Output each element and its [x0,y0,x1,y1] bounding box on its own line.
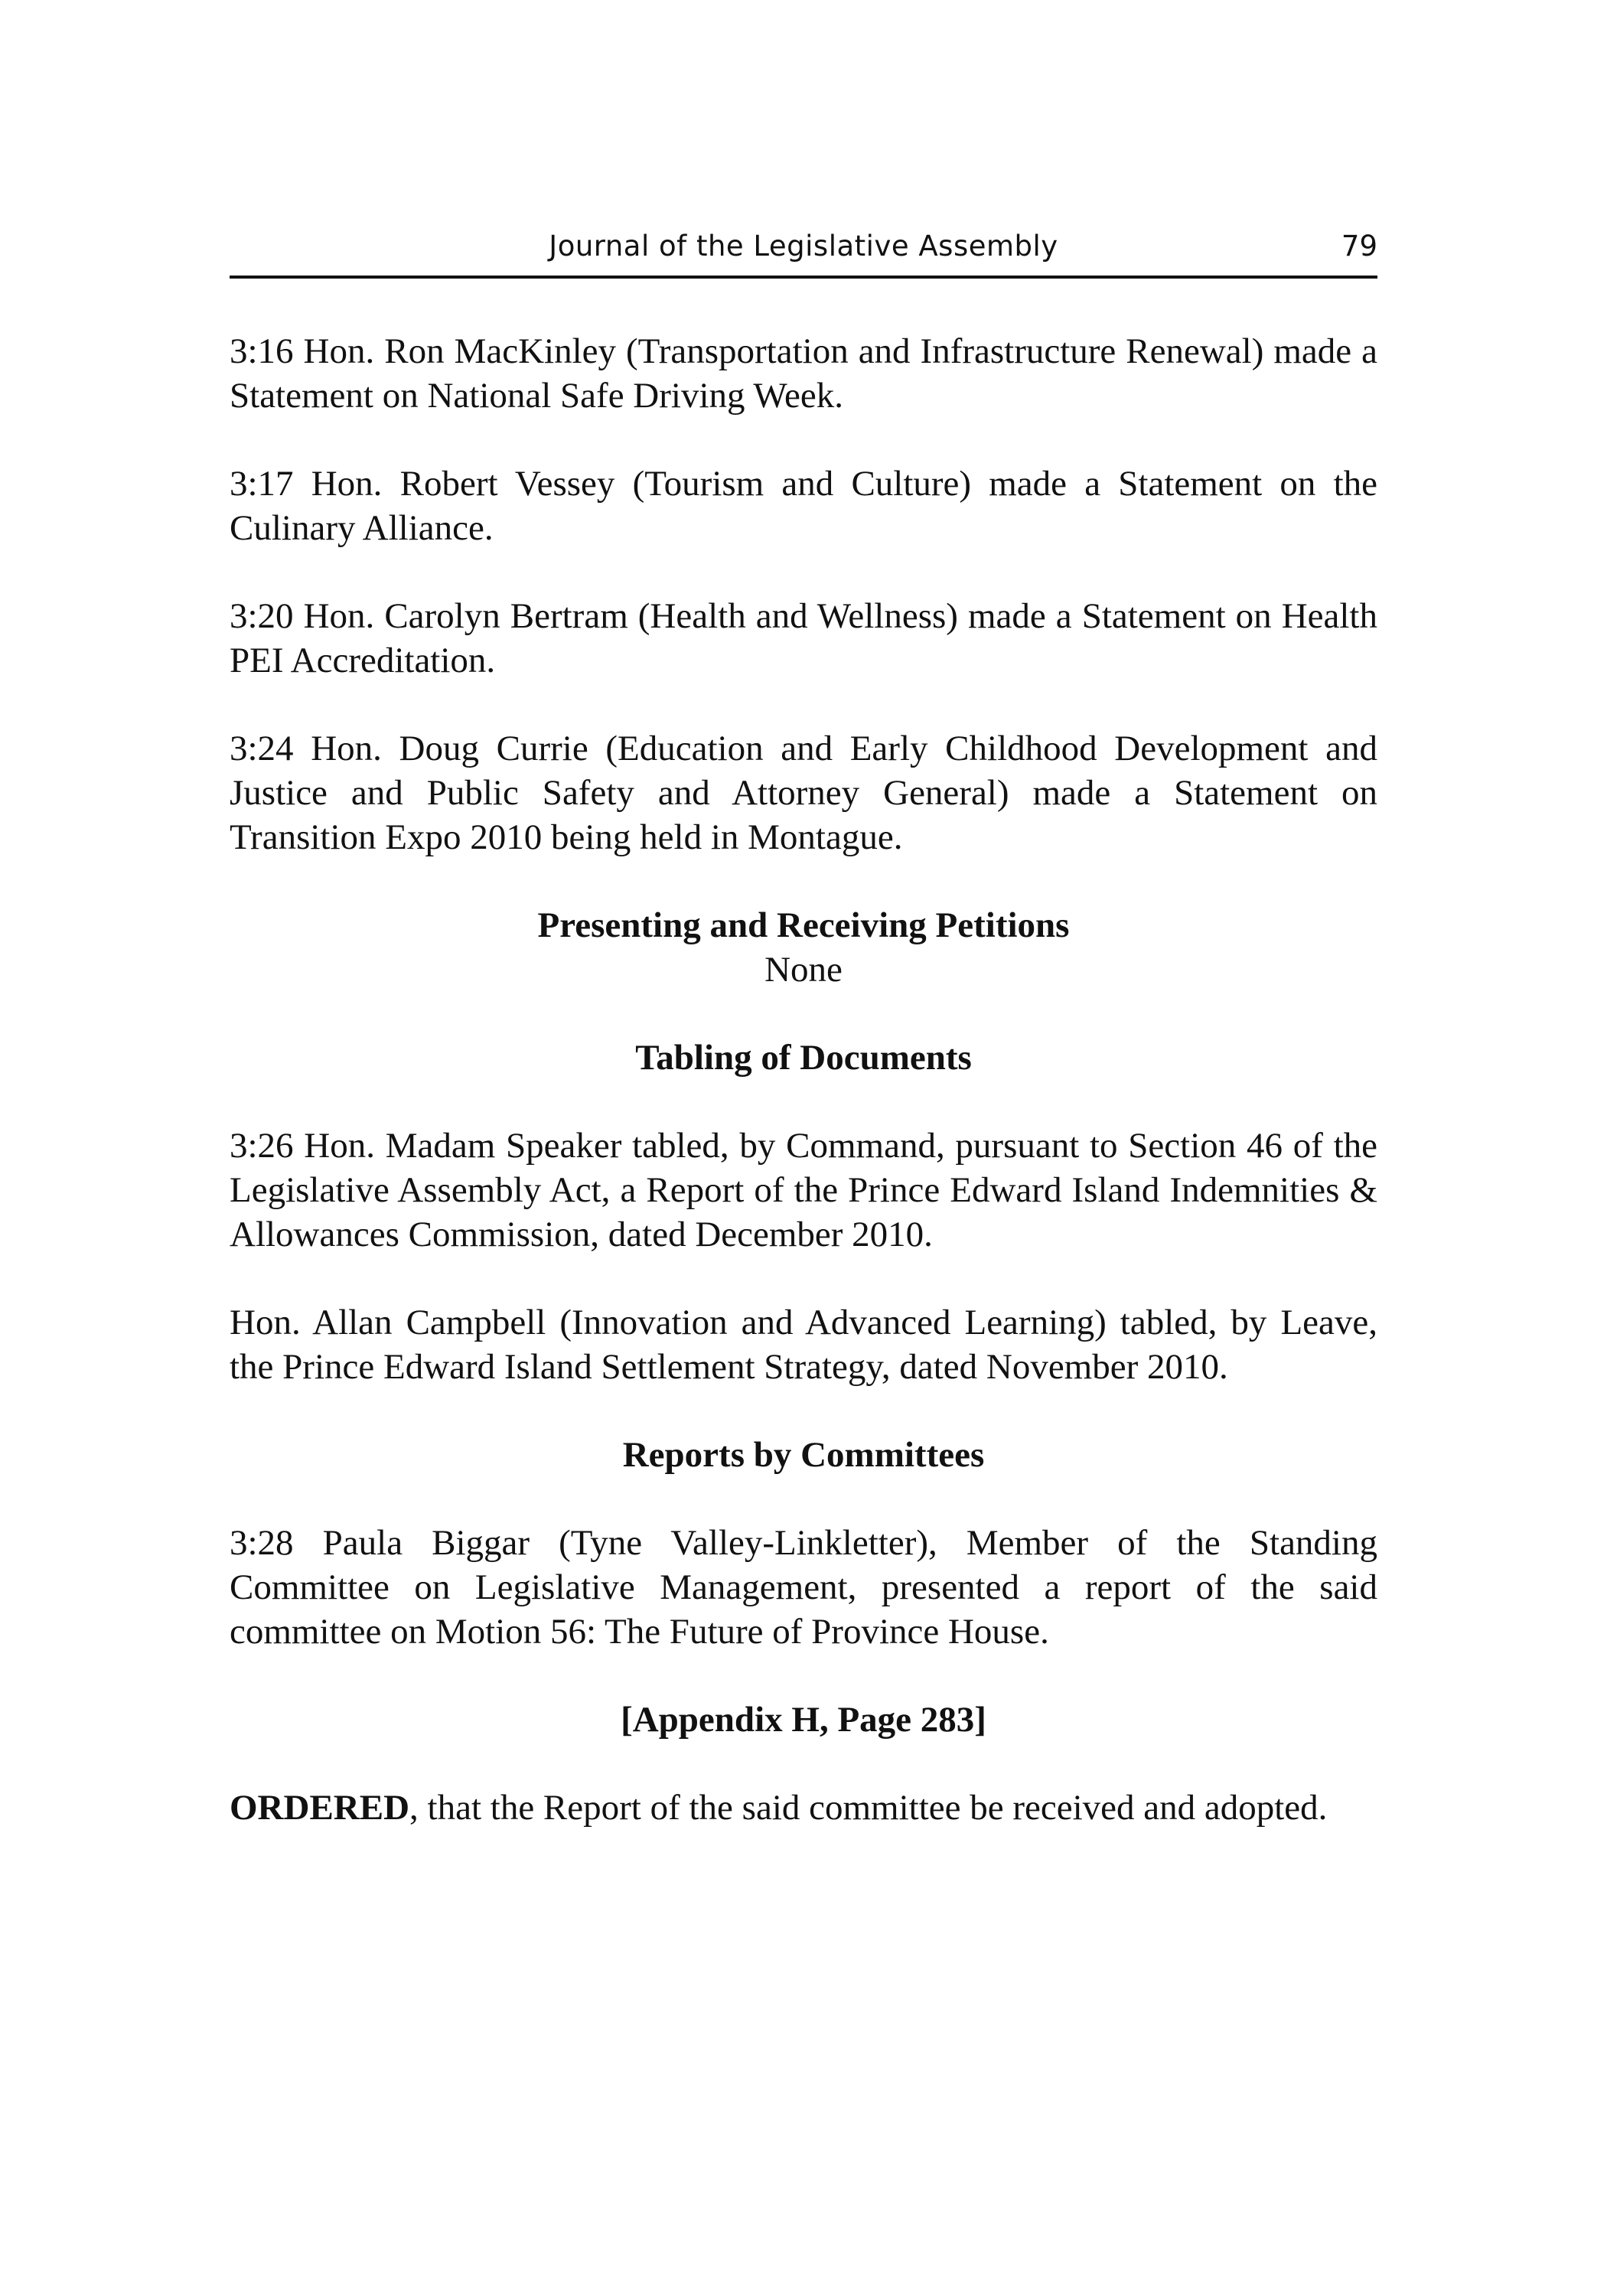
running-head: Journal of the Legislative Assembly [549,230,1058,263]
page-body [230,329,1377,1874]
section-heading-petitions: Presenting and Receiving Petitions [537,905,1070,945]
ordered-lead: ORDERED [230,1788,410,1828]
page-number: 79 [1341,230,1377,263]
committee-report-paragraph: 3:28 Paula Biggar (Tyne Valley-Linkletter), Member of the Standing Committee on Legislative Management, presented a report of the said committee on Motion 56: The Future of Province House. [230,1523,1377,1652]
appendix-reference: [Appendix H, Page 283] [621,1700,986,1740]
statement-paragraph-bertram: 3:20 Hon. Carolyn Bertram (Health and Wellness) made a Statement on Health PEI Accreditation. [230,596,1377,680]
statement-paragraph-currie: 3:24 Hon. Doug Currie (Education and Early Childhood Development and Justice and Public Safety and Attorney General) made a Statement on Transition Expo 2010 being held in Montague. [230,729,1377,857]
section-heading-tabling: Tabling of Documents [635,1038,972,1078]
ordered-text: , that the Report of the said committee be received and adopted. [409,1788,1328,1828]
statement-paragraph-mackinley: 3:16 Hon. Ron MacKinley (Transportation and Infrastructure Renewal) made a Statement on National Safe Driving Week. [230,331,1377,416]
ordered-paragraph [230,1786,1377,1830]
tabling-paragraph-campbell: Hon. Allan Campbell (Innovation and Advanced Learning) tabled, by Leave, the Prince Edward Island Settlement Strategy, dated November 2010. [230,1303,1377,1387]
statement-paragraph-vessey: 3:17 Hon. Robert Vessey (Tourism and Culture) made a Statement on the Culinary Alliance. [230,464,1377,548]
tabling-paragraph-speaker: 3:26 Hon. Madam Speaker tabled, by Command, pursuant to Section 46 of the Legislative Assembly Act, a Report of the Prince Edward Island Indemnities & Allowances Commission, dated December 2010. [230,1126,1377,1254]
petitions-none-note: None [764,950,843,990]
section-heading-committees: Reports by Committees [622,1435,985,1475]
page-header [230,223,1377,279]
